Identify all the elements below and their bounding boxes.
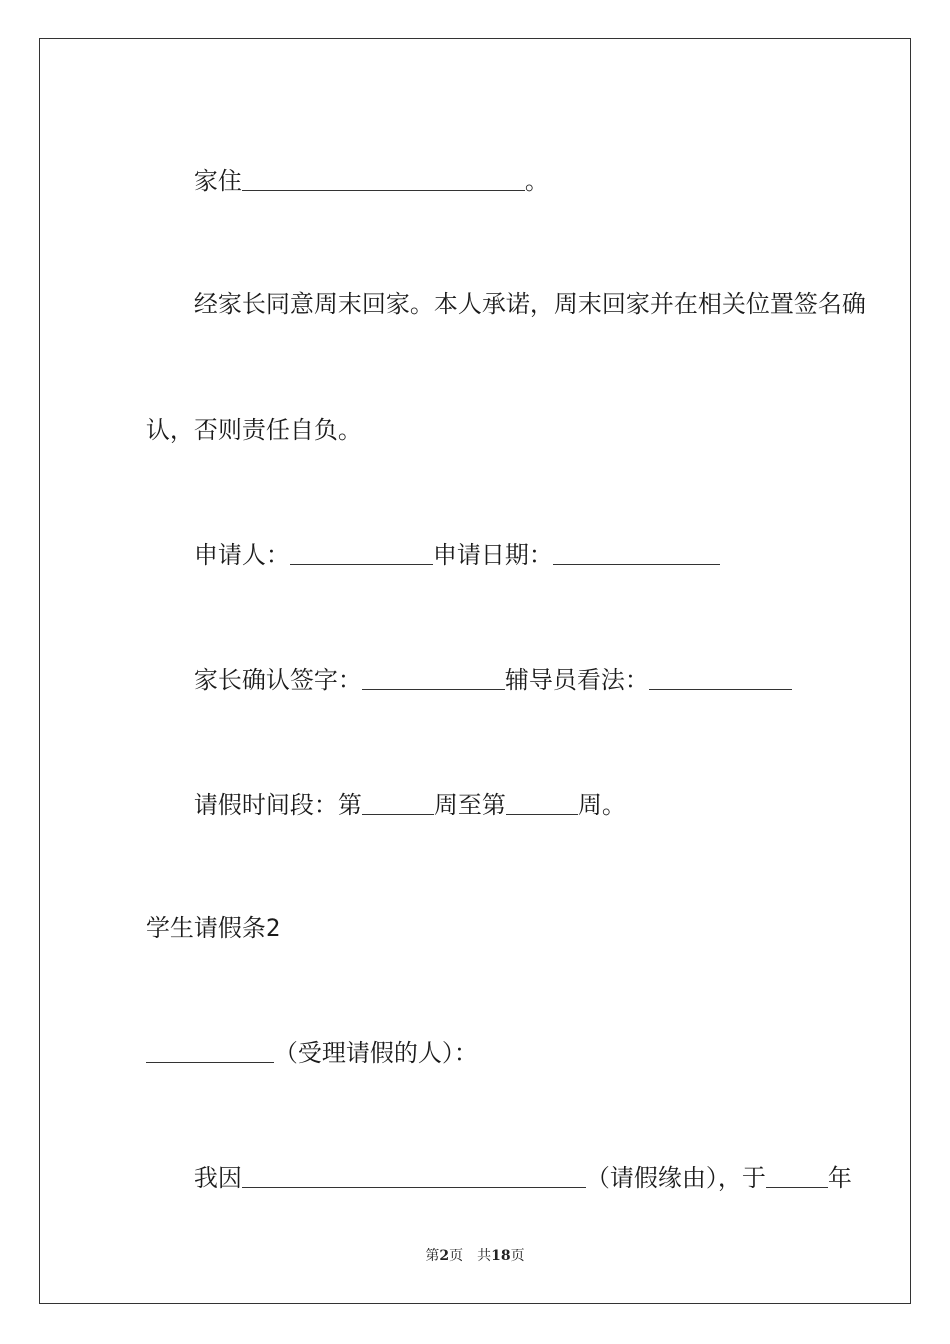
parent-signature-blank[interactable] [362, 667, 505, 690]
consent-text-2: 认，否则责任自负。 [145, 416, 362, 444]
residence-blank[interactable] [242, 168, 525, 191]
counselor-opinion-label: 辅导员看法： [504, 666, 649, 694]
application-date-label: 申请日期： [432, 541, 553, 569]
year-blank[interactable] [766, 1165, 828, 1188]
recipient-label: （受理请假的人）： [273, 1039, 478, 1067]
residence-label: 家住 [193, 167, 242, 195]
applicant-line [165, 510, 720, 570]
applicant-label: 申请人： [193, 541, 290, 569]
page-footer [0, 1247, 950, 1265]
total-suffix: 页 [510, 1248, 525, 1264]
applicant-blank[interactable] [290, 542, 433, 565]
counselor-opinion-blank[interactable] [649, 667, 792, 690]
recipient-blank[interactable] [146, 1040, 274, 1063]
residence-line [165, 136, 549, 196]
year-label: 年 [827, 1164, 852, 1192]
leave-period-mid: 周至第 [433, 791, 506, 819]
leave-period-end: 周。 [577, 791, 626, 819]
signature-line [165, 635, 792, 695]
page-number: 2 [439, 1248, 450, 1264]
end-week-blank[interactable] [506, 792, 578, 815]
residence-end: 。 [524, 167, 549, 195]
total-pages: 18 [491, 1248, 511, 1264]
total-prefix: 共 [477, 1248, 492, 1264]
reason-label: （请假缘由），于 [585, 1164, 766, 1192]
application-date-blank[interactable] [553, 542, 720, 565]
recipient-line [117, 1008, 478, 1068]
consent-line-2 [117, 385, 362, 445]
leave-period-prefix: 请假时间段：第 [193, 791, 362, 819]
page-suffix: 页 [449, 1248, 464, 1264]
parent-signature-label: 家长确认签字： [193, 666, 362, 694]
section-heading-text: 学生请假条2 [145, 914, 281, 942]
reason-line [165, 1133, 852, 1193]
start-week-blank[interactable] [362, 792, 434, 815]
reason-prefix: 我因 [193, 1164, 242, 1192]
reason-blank[interactable] [242, 1165, 586, 1188]
consent-text-1: 经家长同意周末回家。本人承诺，周末回家并在相关位置签名确 [193, 290, 866, 318]
section-heading [117, 883, 280, 943]
consent-line-1 [165, 259, 866, 319]
leave-period-line [165, 760, 626, 820]
page-prefix: 第 [425, 1248, 440, 1264]
